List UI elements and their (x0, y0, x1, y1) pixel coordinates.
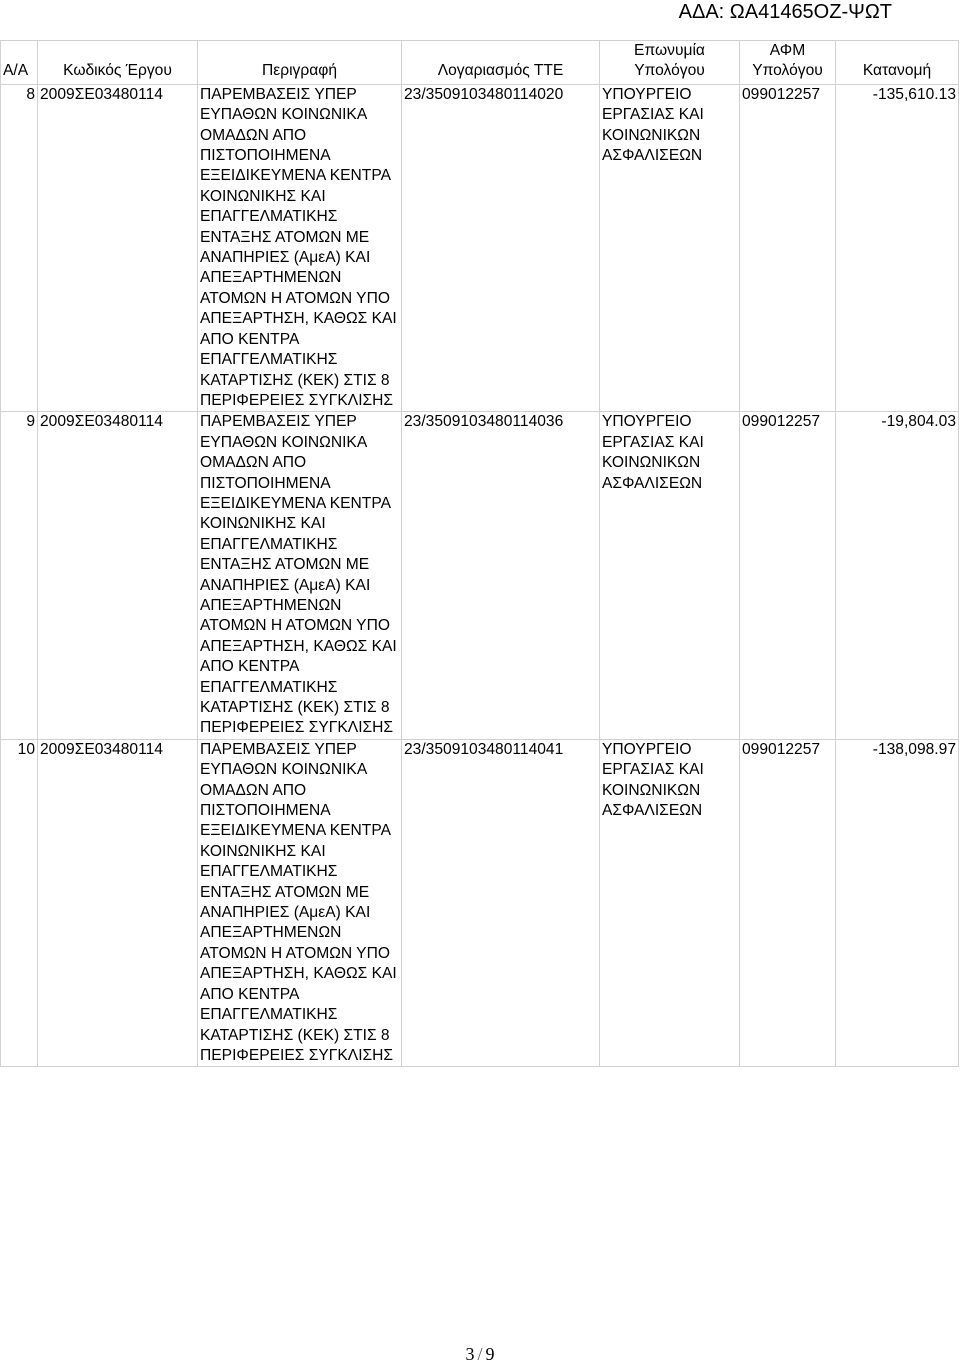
table-row (1, 84, 959, 412)
cell-name: ΥΠΟΥΡΓΕΙΟ ΕΡΓΑΣΙΑΣ ΚΑΙ ΚΟΙΝΩΝΙΚΩΝ ΑΣΦΑΛΙΣΕΩΝ (600, 84, 740, 412)
col-header-description: Περιγραφή (198, 41, 402, 85)
col-header-account: Λογαριασμός ΤΤΕ (402, 41, 600, 85)
cell-aa: 9 (1, 412, 38, 740)
cell-amount: -19,804.03 (836, 412, 959, 740)
cell-description: ΠΑΡΕΜΒΑΣΕΙΣ ΥΠΕΡ ΕΥΠΑΘΩΝ ΚΟΙΝΩΝΙΚΑ ΟΜΑΔΩΝ ΑΠΟ ΠΙΣΤΟΠΟΙΗΜΕΝΑ ΕΞΕΙΔΙΚΕΥΜΕΝΑ ΚΕΝΤΡΑ ΚΟΙΝΩΝΙΚΗΣ ΚΑΙ ΕΠΑΓΓΕΛΜΑΤΙΚΗΣ ΕΝΤΑΞΗΣ ΑΤΟΜΩΝ ΜΕ ΑΝΑΠΗΡΙΕΣ (ΑμεΑ) ΚΑΙ ΑΠΕΞΑΡΤΗΜΕΝΩΝ ΑΤΟΜΩΝ Η ΑΤΟΜΩΝ ΥΠΟ ΑΠΕΞΑΡΤΗΣΗ, ΚΑΘΩΣ ΚΑΙ ΑΠΟ ΚΕΝΤΡΑ ΕΠΑΓΓΕΛΜΑΤΙΚΗΣ ΚΑΤΑΡΤΙΣΗΣ (ΚΕΚ) ΣΤΙΣ 8 ΠΕΡΙΦΕΡΕΙΕΣ ΣΥΓΚΛΙΣΗΣ (198, 84, 402, 412)
cell-code: 2009ΣΕ03480114 (38, 412, 198, 740)
table-header-row (1, 41, 959, 85)
cell-amount: -135,610.13 (836, 84, 959, 412)
col-header-afm: ΑΦΜ Υπολόγου (740, 41, 836, 85)
cell-code: 2009ΣΕ03480114 (38, 84, 198, 412)
cell-afm: 099012257 (740, 739, 836, 1067)
col-header-code: Κωδικός Έργου (38, 41, 198, 85)
cell-afm: 099012257 (740, 84, 836, 412)
page-separator: / (477, 1344, 483, 1364)
table-row (1, 412, 959, 740)
cell-account: 23/3509103480114020 (402, 84, 600, 412)
cell-code: 2009ΣΕ03480114 (38, 739, 198, 1067)
cell-aa: 8 (1, 84, 38, 412)
allocation-table (0, 40, 959, 1067)
col-header-aa: Α/Α (1, 41, 38, 85)
cell-name: ΥΠΟΥΡΓΕΙΟ ΕΡΓΑΣΙΑΣ ΚΑΙ ΚΟΙΝΩΝΙΚΩΝ ΑΣΦΑΛΙΣΕΩΝ (600, 412, 740, 740)
cell-account: 23/3509103480114036 (402, 412, 600, 740)
cell-description: ΠΑΡΕΜΒΑΣΕΙΣ ΥΠΕΡ ΕΥΠΑΘΩΝ ΚΟΙΝΩΝΙΚΑ ΟΜΑΔΩΝ ΑΠΟ ΠΙΣΤΟΠΟΙΗΜΕΝΑ ΕΞΕΙΔΙΚΕΥΜΕΝΑ ΚΕΝΤΡΑ ΚΟΙΝΩΝΙΚΗΣ ΚΑΙ ΕΠΑΓΓΕΛΜΑΤΙΚΗΣ ΕΝΤΑΞΗΣ ΑΤΟΜΩΝ ΜΕ ΑΝΑΠΗΡΙΕΣ (ΑμεΑ) ΚΑΙ ΑΠΕΞΑΡΤΗΜΕΝΩΝ ΑΤΟΜΩΝ Η ΑΤΟΜΩΝ ΥΠΟ ΑΠΕΞΑΡΤΗΣΗ, ΚΑΘΩΣ ΚΑΙ ΑΠΟ ΚΕΝΤΡΑ ΕΠΑΓΓΕΛΜΑΤΙΚΗΣ ΚΑΤΑΡΤΙΣΗΣ (ΚΕΚ) ΣΤΙΣ 8 ΠΕΡΙΦΕΡΕΙΕΣ ΣΥΓΚΛΙΣΗΣ (198, 412, 402, 740)
cell-account: 23/3509103480114041 (402, 739, 600, 1067)
page-number (0, 1343, 960, 1365)
cell-description: ΠΑΡΕΜΒΑΣΕΙΣ ΥΠΕΡ ΕΥΠΑΘΩΝ ΚΟΙΝΩΝΙΚΑ ΟΜΑΔΩΝ ΑΠΟ ΠΙΣΤΟΠΟΙΗΜΕΝΑ ΕΞΕΙΔΙΚΕΥΜΕΝΑ ΚΕΝΤΡΑ ΚΟΙΝΩΝΙΚΗΣ ΚΑΙ ΕΠΑΓΓΕΛΜΑΤΙΚΗΣ ΕΝΤΑΞΗΣ ΑΤΟΜΩΝ ΜΕ ΑΝΑΠΗΡΙΕΣ (ΑμεΑ) ΚΑΙ ΑΠΕΞΑΡΤΗΜΕΝΩΝ ΑΤΟΜΩΝ Η ΑΤΟΜΩΝ ΥΠΟ ΑΠΕΞΑΡΤΗΣΗ, ΚΑΘΩΣ ΚΑΙ ΑΠΟ ΚΕΝΤΡΑ ΕΠΑΓΓΕΛΜΑΤΙΚΗΣ ΚΑΤΑΡΤΙΣΗΣ (ΚΕΚ) ΣΤΙΣ 8 ΠΕΡΙΦΕΡΕΙΕΣ ΣΥΓΚΛΙΣΗΣ (198, 739, 402, 1067)
cell-amount: -138,098.97 (836, 739, 959, 1067)
page-total: 9 (485, 1344, 495, 1364)
cell-name: ΥΠΟΥΡΓΕΙΟ ΕΡΓΑΣΙΑΣ ΚΑΙ ΚΟΙΝΩΝΙΚΩΝ ΑΣΦΑΛΙΣΕΩΝ (600, 739, 740, 1067)
page-current: 3 (465, 1344, 475, 1364)
cell-aa: 10 (1, 739, 38, 1067)
cell-afm: 099012257 (740, 412, 836, 740)
table-row (1, 739, 959, 1067)
ada-header: ΑΔΑ: ΩΑ41465ΟΖ-ΨΩΤ (678, 1, 892, 23)
col-header-amount: Κατανομή (836, 41, 959, 85)
col-header-name: Επωνυμία Υπολόγου (600, 41, 740, 85)
